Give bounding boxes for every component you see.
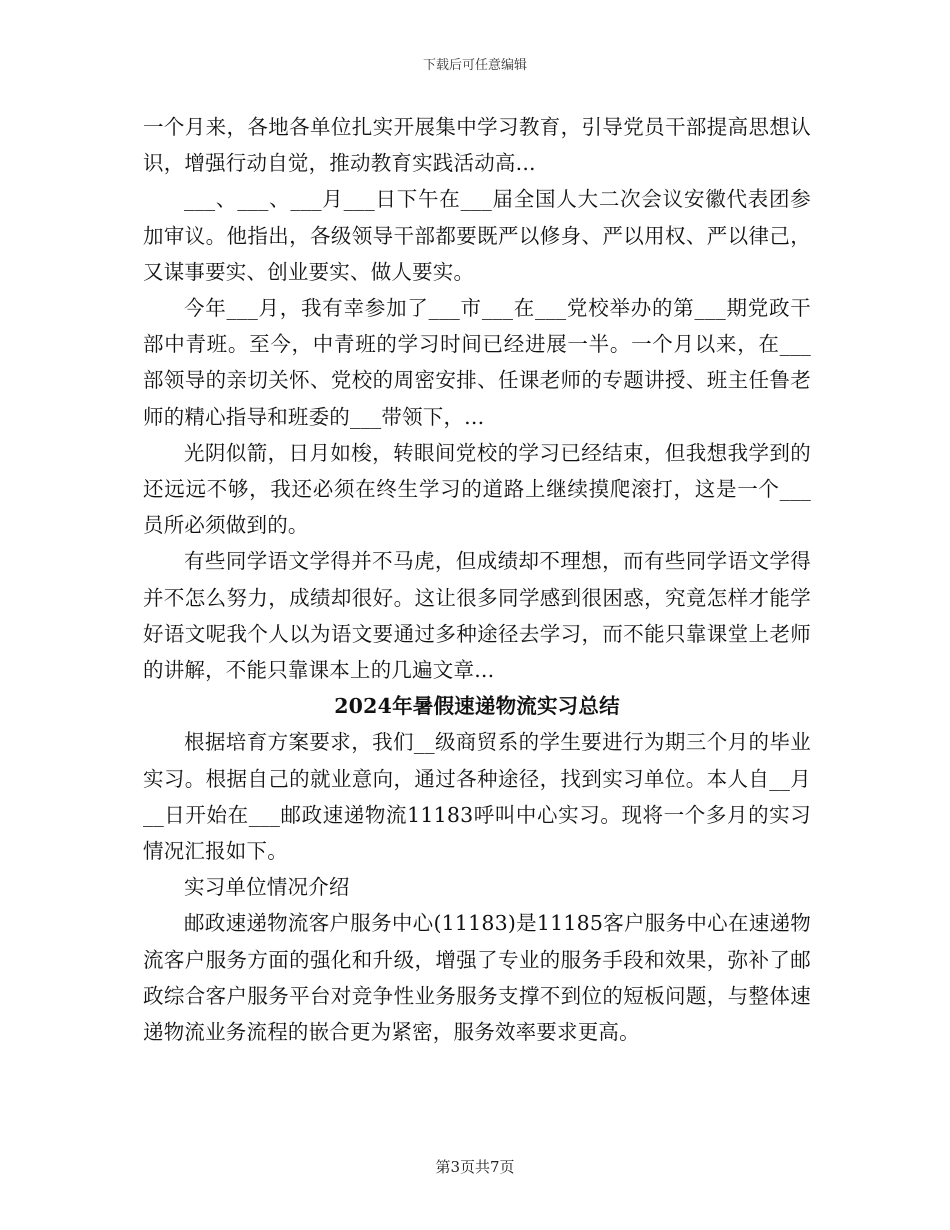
page-number: 第3页共7页 — [435, 1158, 515, 1176]
paragraph-6: 根据培育方案要求，我们__级商贸系的学生要进行为期三个月的毕业实习。根据自己的就业意向，通过各种途径，找到实习单位。本人自__月__日开始在___邮政速递物流11183呼叫中心实习。现将一个多月的实习情况汇报如下。 — [143, 730, 811, 864]
page-header-note: 下载后可任意编辑 — [422, 58, 527, 73]
document-body — [143, 109, 811, 1050]
paragraph-2: ___、___、___月___日下午在___届全国人大二次会议安徽代表团参加审议。他指出，各级领导干部都要既严以修身、严以用权、严以律己，又谋事要实、创业要实、做人要实。 — [143, 187, 811, 284]
subheading-paragraph: 实习单位情况介绍 — [184, 875, 350, 900]
paragraph-7: 邮政速递物流客户服务中心(11183)是11185客户服务中心在速递物流客户服务方面的强化和升级，增强了专业的服务手段和效果，弥补了邮政综合客户服务平台对竞争性业务服务支撑不到位的短板问题，与整体速递物流业务流程的嵌合更为紧密，服务效率要求更高。 — [143, 911, 811, 1045]
section-title: 2024年暑假速递物流实习总结 — [334, 694, 620, 719]
paragraph-4: 光阴似箭，日月如梭，转眼间党校的学习已经结束，但我想我学到的还远远不够，我还必须在终生学习的道路上继续摸爬滚打，这是一个___员所必须做到的。 — [143, 440, 811, 538]
paragraph-5: 有些同学语文学得并不马虎，但成绩却不理想，而有些同学语文学得并不怎么努力，成绩却很好。这让很多同学感到很困惑，究竟怎样才能学好语文呢我个人以为语文要通过多种途径去学习，而不能只靠课堂上老师的讲解，不能只靠课本上的几遍文章... — [143, 549, 811, 683]
paragraph-3: 今年___月，我有幸参加了___市___在___党校举办的第___期党政干部中青班。至今，中青班的学习时间已经进展一半。一个月以来，在___部领导的亲切关怀、党校的周密安排、任课老师的专题讲授、班主任鲁老师的精心指导和班委的___带领下，... — [143, 296, 811, 429]
paragraph-1: 一个月来，各地各单位扎实开展集中学习教育，引导党员干部提高思想认识，增强行动自觉，推动教育实践活动高... — [143, 115, 811, 176]
